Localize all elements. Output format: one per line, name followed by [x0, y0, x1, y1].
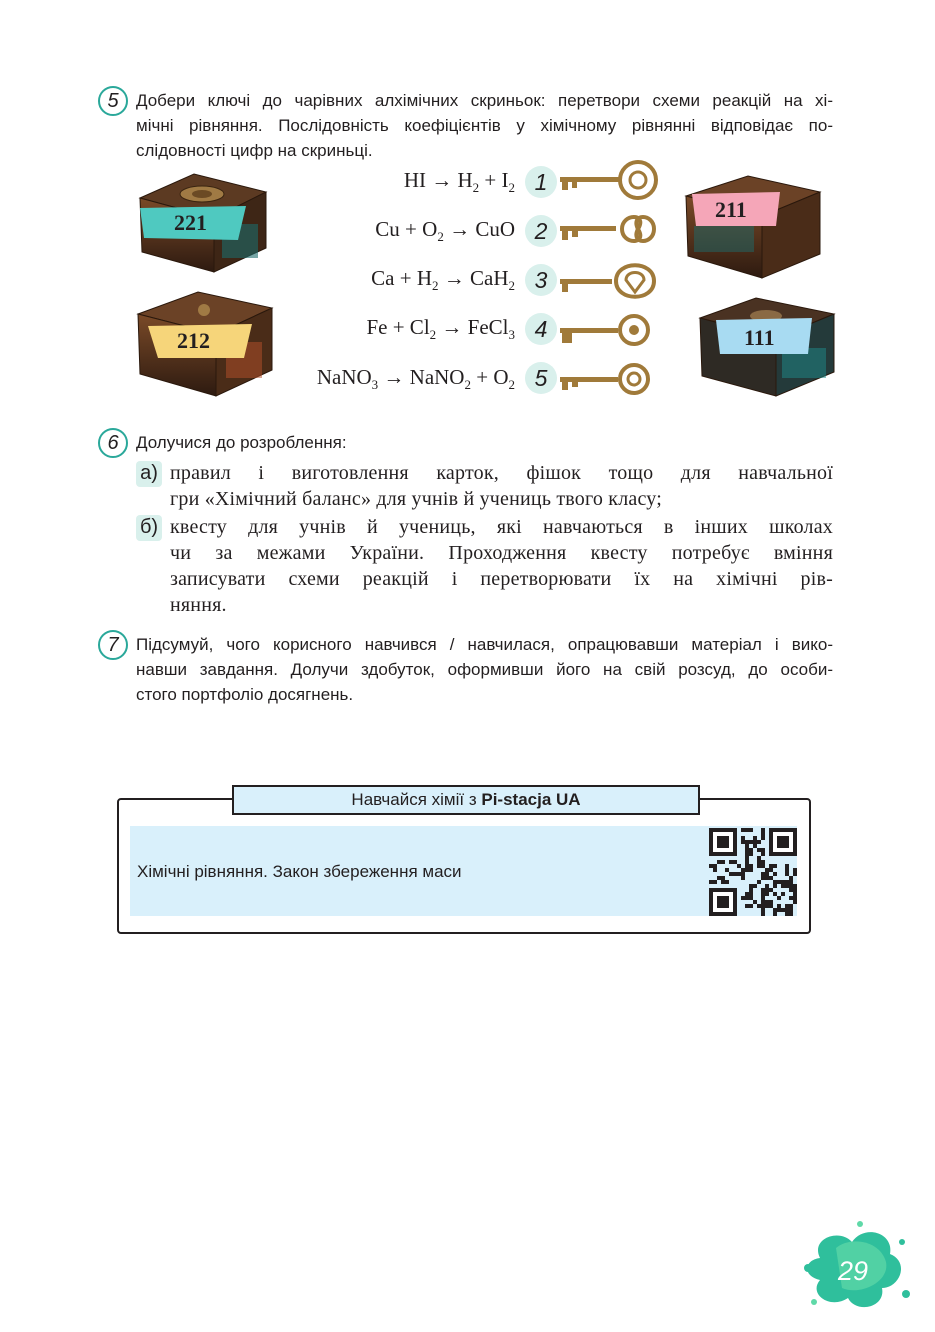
- scheme-5-right-2: + O: [470, 365, 509, 389]
- task-5-line-3: слідовності цифр на скриньці.: [136, 141, 373, 160]
- task-7-number: 7: [98, 630, 128, 660]
- key-2-icon: [558, 207, 658, 251]
- scheme-2-left: Cu + O: [375, 217, 438, 241]
- scheme-2-subscript: 2: [437, 229, 444, 245]
- key-number-2: 2: [525, 215, 557, 247]
- key-number-4: 4: [525, 313, 557, 345]
- arrow-icon: →: [431, 168, 453, 192]
- chest-111-code: 111: [744, 325, 775, 350]
- task-6-item-b: [170, 514, 833, 618]
- task-5-line-1: Добери ключі до чарівних алхімічних скриньок: перетвори схеми реакцій на хі-: [136, 91, 833, 110]
- chest-211-code: 211: [715, 197, 747, 222]
- scheme-5-subscript: 3: [371, 377, 379, 393]
- info-topic: Хімічні рівняння. Закон збереження маси: [137, 862, 462, 881]
- key-number-5: 5: [525, 362, 557, 394]
- scheme-2: [375, 217, 515, 245]
- arrow-icon: →: [443, 266, 465, 290]
- task-6-item-b-line-1: квесту для учнів й учениць, які навчаються в інших школах: [170, 516, 833, 538]
- scheme-5-subscript-2: 2: [464, 377, 471, 393]
- scheme-4-subscript-2: 3: [508, 327, 515, 343]
- scheme-1-subscript-2: 2: [508, 180, 515, 196]
- task-6-item-a: [170, 460, 833, 512]
- task-7-text: [136, 632, 833, 707]
- task-6-item-a-line-2: гри «Хімічний баланс» для учнів й учениць твого класу;: [170, 488, 662, 510]
- scheme-4-subscript: 2: [429, 327, 437, 343]
- scheme-4-left: Fe + Cl: [366, 315, 430, 339]
- task-6-item-a-letter: а): [136, 461, 162, 487]
- info-title-brand: Pi-stacja UA: [481, 790, 581, 809]
- scheme-5-left: NaNO: [316, 365, 372, 389]
- page-number: 29: [838, 1256, 869, 1286]
- scheme-1-subscript: 2: [472, 180, 480, 196]
- scheme-4-right: FeCl: [467, 315, 509, 339]
- chest-212-code: 212: [177, 328, 210, 353]
- scheme-5: [317, 365, 515, 393]
- key-1-icon: [558, 158, 660, 202]
- task-6-item-b-letter: б): [136, 515, 162, 541]
- scheme-3-right: CaH: [470, 266, 509, 290]
- scheme-5-subscript-3: 2: [508, 377, 515, 393]
- task-7-line-2: навши завдання. Долучи здобуток, оформивши його на свій розсуд, до особи-: [136, 660, 833, 679]
- key-number-1: 1: [525, 166, 557, 198]
- chest-221-code: 221: [174, 210, 207, 235]
- scheme-1: [404, 168, 515, 196]
- key-4-icon: [558, 311, 652, 351]
- task-6-number: 6: [98, 428, 128, 458]
- info-title-prefix: Навчайся хімії з: [351, 790, 482, 809]
- task-6-intro: Долучися до розроблення:: [136, 433, 347, 452]
- arrow-icon: →: [441, 315, 463, 339]
- scheme-4: [366, 315, 515, 343]
- scheme-1-left: HI: [403, 168, 426, 192]
- scheme-2-right: CuO: [475, 217, 515, 241]
- arrow-icon: →: [449, 217, 471, 241]
- key-number-3: 3: [525, 264, 557, 296]
- task-5-line-2: мічні рівняння. Послідовність коефіцієнтів у хімічному рівнянні відповідає по-: [136, 116, 833, 135]
- task-6-item-b-line-2: чи за межами України. Проходження квесту потребує вміння: [170, 542, 833, 564]
- scheme-5-right: NaNO: [409, 365, 465, 389]
- task-6-item-b-line-4: няння.: [170, 594, 227, 616]
- key-5-icon: [558, 360, 652, 400]
- scheme-3-subscript-2: 2: [508, 278, 515, 294]
- scheme-1-right-2: + I: [479, 168, 509, 192]
- key-3-icon: [558, 256, 658, 306]
- scheme-3-left: Ca + H: [371, 266, 432, 290]
- task-6-item-a-line-1: правил і виготовлення карток, фішок тощо для навчальної: [170, 462, 833, 484]
- task-6-item-b-line-3: записувати схеми реакцій і перетворювати їх на хімічні рів-: [170, 568, 833, 590]
- scheme-3: [371, 266, 515, 294]
- arrow-icon: →: [383, 365, 405, 389]
- task-5-text: [136, 88, 833, 163]
- scheme-3-subscript: 2: [432, 278, 439, 294]
- task-7-line-1: Підсумуй, чого корисного навчився / навчилася, опрацювавши матеріал і вико-: [136, 635, 833, 654]
- info-box-title: [232, 785, 700, 815]
- scheme-1-right: H: [457, 168, 473, 192]
- task-5-number: 5: [98, 86, 128, 116]
- qr-code-icon[interactable]: [709, 828, 797, 916]
- task-7-line-3: стого портфоліо досягнень.: [136, 685, 354, 704]
